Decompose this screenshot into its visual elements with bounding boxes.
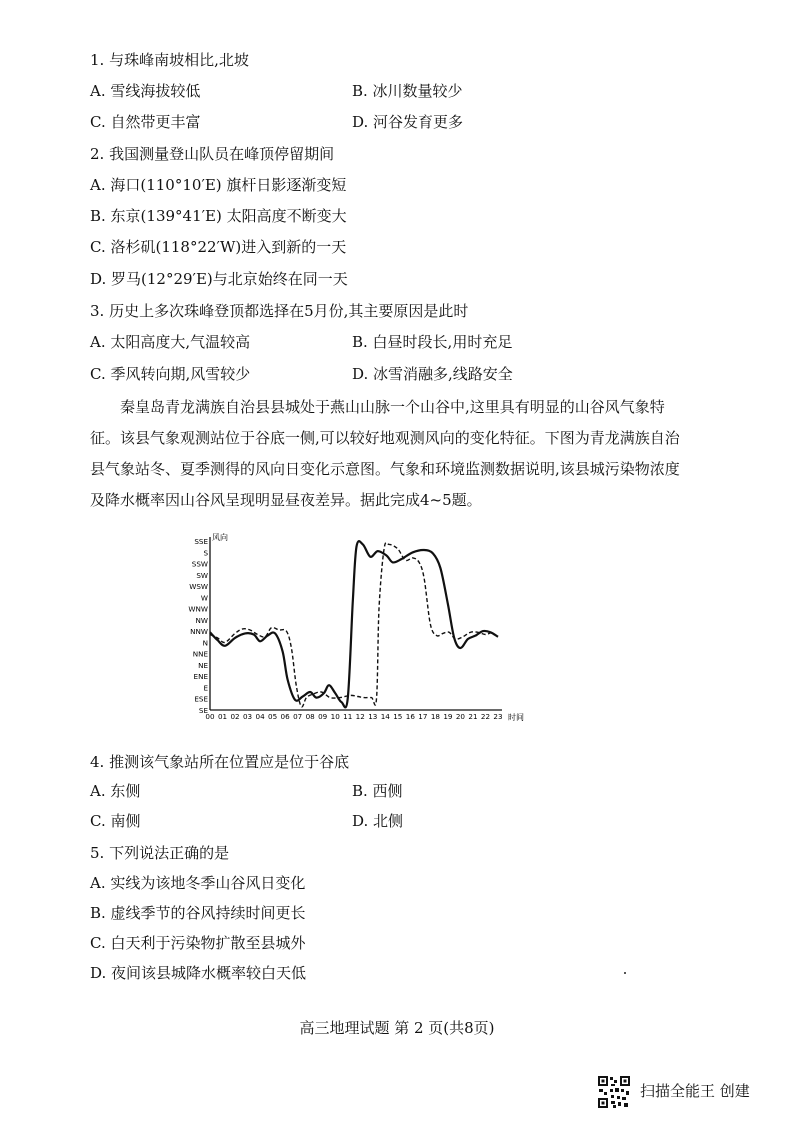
question-5-option-a[interactable]: A. 实线为该地冬季山谷风日变化	[90, 874, 306, 892]
x-tick-label: 19	[443, 712, 453, 721]
y-tick-label: SW	[196, 570, 208, 580]
question-3-option-a[interactable]: A. 太阳高度大,气温较高	[90, 333, 251, 351]
y-tick-label: WSW	[189, 582, 208, 592]
x-tick-label: 21	[468, 712, 478, 721]
question-4-option-b[interactable]: B. 西侧	[352, 782, 403, 800]
y-tick-label: NNW	[190, 627, 208, 637]
question-2-stem: 2. 我国测量登山队员在峰顶停留期间	[90, 145, 335, 163]
x-axis-label: 时间	[508, 713, 524, 722]
question-4-option-a[interactable]: A. 东侧	[90, 782, 141, 800]
question-2-option-d[interactable]: D. 罗马(12°29′E)与北京始终在同一天	[90, 270, 348, 288]
y-tick-label: E	[203, 683, 208, 693]
series-solid-line	[210, 541, 498, 707]
y-tick-label: NNE	[192, 649, 208, 659]
question-4-stem: 4. 推测该气象站所在位置应是位于谷底	[90, 753, 350, 771]
x-tick-label: 07	[293, 712, 303, 721]
x-tick-label: 15	[393, 712, 403, 721]
y-tick-label: ENE	[193, 672, 208, 682]
x-tick-label: 09	[318, 712, 328, 721]
x-tick-label: 05	[268, 712, 278, 721]
x-tick-label: 12	[355, 712, 365, 721]
question-3-option-d[interactable]: D. 冰雪消融多,线路安全	[352, 365, 513, 383]
question-3-stem: 3. 历史上多次珠峰登顶都选择在5月份,其主要原因是此时	[90, 302, 469, 320]
question-1-option-a[interactable]: A. 雪线海拔较低	[90, 82, 201, 100]
y-tick-label: S	[203, 548, 208, 558]
x-tick-label: 11	[343, 712, 353, 721]
question-1-stem: 1. 与珠峰南坡相比,北坡	[90, 51, 249, 69]
question-4-option-c[interactable]: C. 南侧	[90, 812, 141, 830]
y-tick-label: WNW	[188, 604, 208, 614]
x-tick-label: 06	[280, 712, 290, 721]
reading-passage: 秦皇岛青龙满族自治县县城处于燕山山脉一个山谷中,这里具有明显的山谷风气象特征。该县气象观测站位于谷底一侧,可以较好地观测风向的变化特征。下图为青龙满族自治县气象站冬、夏季测得的风向日变化示意图。气象和环境监测数据说明,该县城污染物浓度及降水概率因山谷风呈现明显昼夜差异。据此完成4~5题。	[90, 398, 680, 509]
scan-speck	[624, 972, 626, 974]
x-tick-label: 23	[493, 712, 503, 721]
x-tick-label: 03	[242, 712, 253, 721]
x-tick-label: 08	[305, 712, 315, 721]
scanner-watermark: 扫描全能王 创建	[640, 1082, 750, 1100]
question-5-stem: 5. 下列说法正确的是	[90, 844, 230, 862]
x-tick-label: 10	[330, 712, 340, 721]
page-footer: 高三地理试题 第 2 页(共8页)	[299, 1019, 495, 1037]
y-tick-label: W	[200, 593, 208, 603]
question-1-option-c[interactable]: C. 自然带更丰富	[90, 113, 201, 131]
y-axis-label: 风向	[212, 533, 228, 542]
question-5-option-b[interactable]: B. 虚线季节的谷风持续时间更长	[90, 904, 306, 922]
qr-code-icon	[597, 1075, 631, 1109]
question-4-option-d[interactable]: D. 北侧	[352, 812, 404, 830]
y-tick-label: ESE	[194, 694, 208, 704]
y-tick-label: NE	[198, 660, 208, 670]
question-1-option-b[interactable]: B. 冰川数量较少	[352, 82, 463, 100]
y-tick-label: N	[202, 638, 208, 648]
x-tick-label: 02	[230, 712, 240, 721]
x-tick-label: 14	[380, 712, 390, 721]
question-2-option-b[interactable]: B. 东京(139°41′E) 太阳高度不断变大	[90, 207, 347, 225]
question-5-option-c[interactable]: C. 白天利于污染物扩散至县城外	[90, 934, 306, 952]
question-3-option-c[interactable]: C. 季风转向期,风雪较少	[90, 365, 251, 383]
x-tick-label: 17	[418, 712, 428, 721]
x-tick-label: 18	[430, 712, 440, 721]
question-3-option-b[interactable]: B. 白昼时段长,用时充足	[352, 333, 513, 351]
question-1-option-d[interactable]: D. 河谷发育更多	[352, 113, 464, 131]
y-tick-label: SSW	[191, 559, 208, 569]
question-2-option-c[interactable]: C. 洛杉矶(118°22′W)进入到新的一天	[90, 238, 347, 256]
question-2-option-a[interactable]: A. 海口(110°10′E) 旗杆日影逐渐变短	[90, 176, 347, 194]
x-tick-label: 20	[455, 712, 466, 721]
x-tick-label: 04	[255, 712, 265, 721]
question-5-option-d[interactable]: D. 夜间该县城降水概率较白天低	[90, 964, 307, 982]
x-tick-label: 01	[217, 712, 228, 721]
wind-direction-chart	[186, 530, 546, 725]
y-tick-label: SE	[198, 706, 208, 715]
y-tick-label: NW	[195, 615, 208, 625]
x-tick-label: 16	[405, 712, 415, 721]
y-tick-label: SSE	[194, 537, 208, 546]
x-tick-label: 00	[205, 712, 215, 721]
x-tick-label: 13	[368, 712, 378, 721]
x-tick-label: 22	[480, 712, 491, 721]
